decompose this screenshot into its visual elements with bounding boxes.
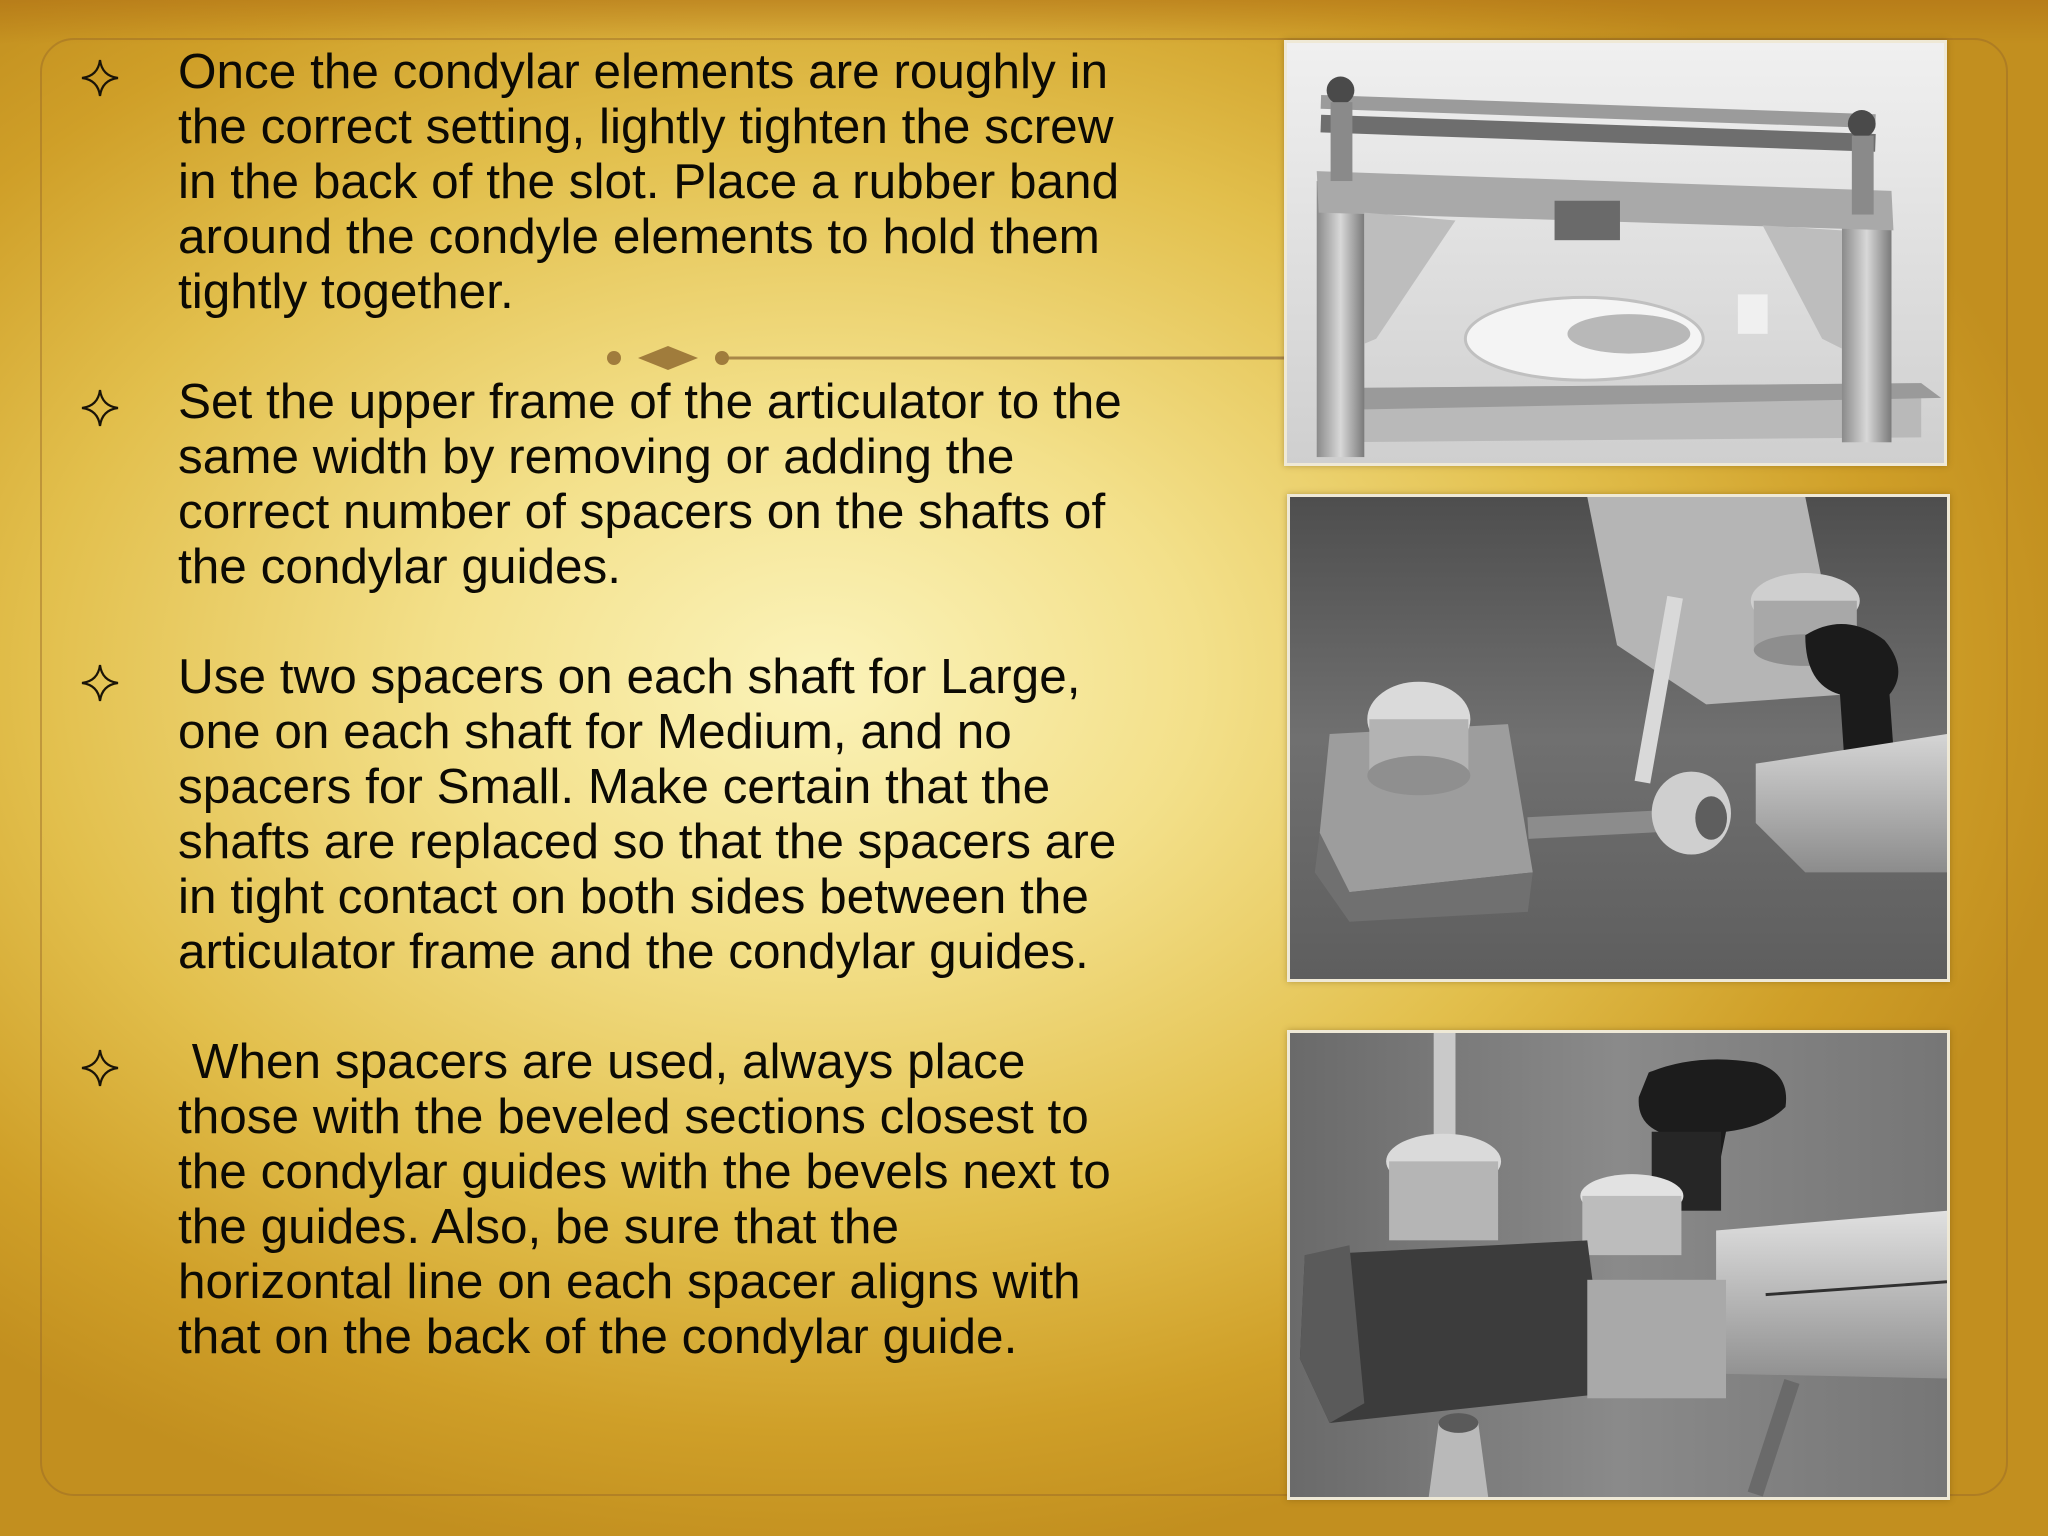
bullet-item: [78, 649, 1278, 979]
bullet-item: [78, 44, 1278, 319]
four-point-star-icon: [78, 661, 122, 705]
four-point-star-icon: [78, 56, 122, 100]
bullet-text: Once the condylar elements are roughly in the correct setting, lightly tighten the screw in the back of the slot. Place a rubber band around the condyle elements to hold them tightly together.: [178, 44, 1120, 319]
bullet-text: Set the upper frame of the articulator to the same width by removing or adding the correct number of spacers on the shafts of the condylar guides.: [178, 374, 1122, 594]
four-point-star-icon: [78, 1046, 122, 1090]
condylar-guide-closeup-photo: [1287, 1030, 1950, 1500]
bullet-text: When spacers are used, always place those with the beveled sections closest to the condylar guides with the bevels next to the guides. Also, be sure that the horizontal line on each spacer aligns with that on the back of the condylar guide.: [178, 1034, 1111, 1364]
bullet-item: [78, 1034, 1278, 1364]
condylar-guide-spacers-photo: [1287, 494, 1950, 982]
bullet-item: [78, 374, 1278, 594]
four-point-star-icon: [78, 386, 122, 430]
articulator-frame-photo: [1284, 40, 1947, 466]
bullet-text: Use two spacers on each shaft for Large, one on each shaft for Medium, and no spacers for Small. Make certain that the shafts are replaced so that the spacers are in tight contact on both sides between the articulator frame and the condylar guides.: [178, 649, 1117, 979]
bullet-list: [78, 44, 1278, 1364]
